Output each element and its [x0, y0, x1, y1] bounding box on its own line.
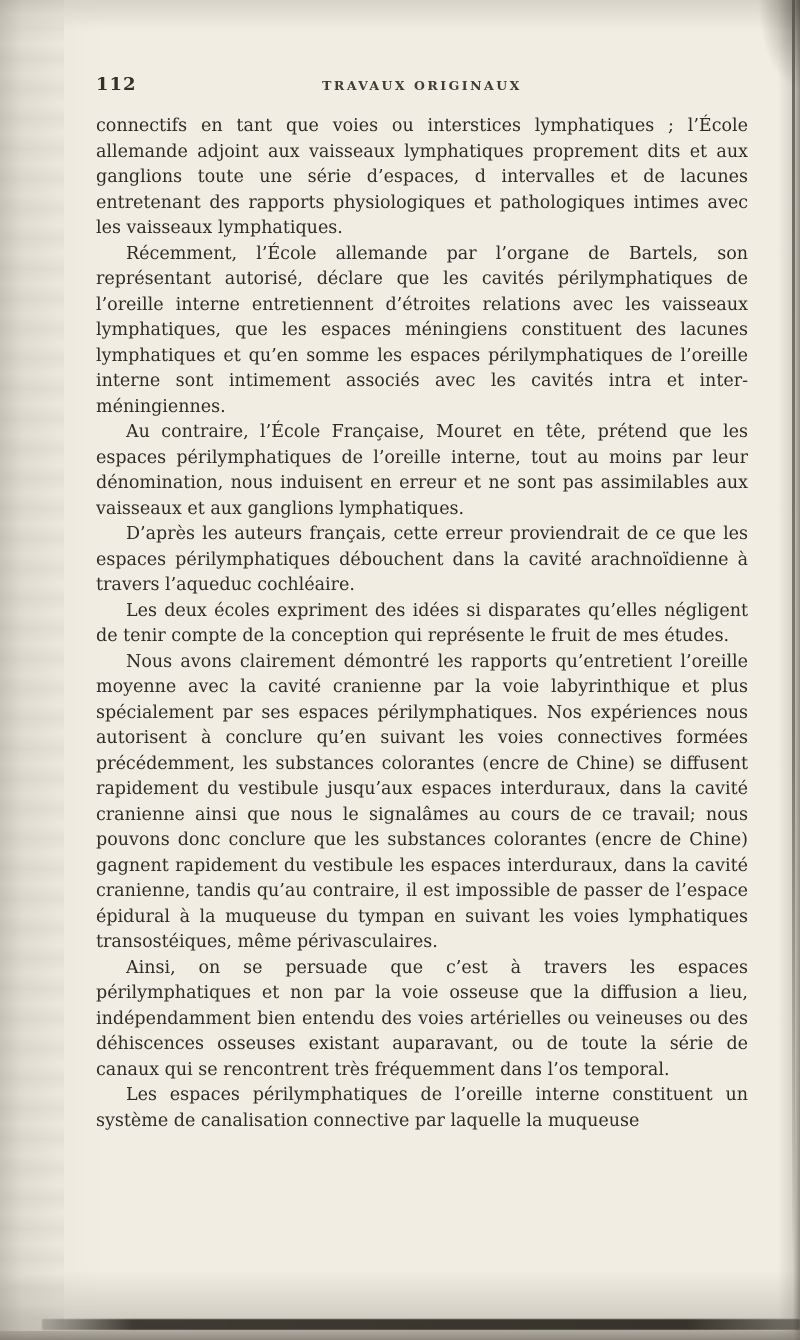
running-header: [96, 74, 748, 98]
paragraph: Au contraire, l’École Française, Mouret en tête, prétend que les espaces périlymphatiques de l’oreille interne, tout au moins par leur dénomination, nous induisent en erreur et ne sont pas assimilables aux vaisseaux et aux ganglions lymphatiques.: [96, 422, 748, 519]
page-number: 112: [96, 74, 137, 95]
text-block: [96, 74, 748, 1134]
running-title: TRAVAUX ORIGINAUX: [322, 78, 522, 93]
paragraph: Récemment, l’École allemande par l’organe de Bartels, son représentant autorisé, déclare que les cavités périlymphatiques de l’oreille interne entretiennent d’étroites relations avec les vaisseaux lymphatiques, que les espaces méningiens constituent des lacunes lymphatiques et qu’en somme les espaces périlymphatiques de l’oreille interne sont intimement associés avec les cavités intra et inter-méningiennes.: [96, 243, 748, 417]
paragraph: Les espaces périlymphatiques de l’oreille interne constituent un système de canalisation connective par laquelle la muqueuse: [96, 1085, 748, 1131]
scan-left-margin-texture: [0, 0, 64, 1340]
page-body: [96, 114, 748, 1134]
paragraph: D’après les auteurs français, cette erreur proviendrait de ce que les espaces périlymphatiques débouchent dans la cavité arachnoïdienne à travers l’aqueduc cochléaire.: [96, 524, 748, 595]
paragraph: Les deux écoles expriment des idées si disparates qu’elles négligent de tenir compte de la conception qui représente le fruit de mes études.: [96, 600, 748, 646]
scan-bottom-edge: [0, 1331, 800, 1340]
scan-right-edge-line: [792, 0, 795, 1265]
paragraph: Nous avons clairement démontré les rapports qu’entretient l’oreille moyenne avec la cavité cranienne par la voie labyrinthique et plus spécialement par ses espaces périlymphatiques. Nos expériences nous autorisent à conclure qu’en suivant les voies connectives formées précédemment, les substances colorantes (encre de Chine) se diffusent rapidement du vestibule jusqu’aux espaces interduraux, dans la cavité cranienne ainsi que nous le signalâmes au cours de ce travail; nous pouvons donc conclure que les substances colorantes (encre de Chine) gagnent rapidement du vestibule les espaces interduraux, dans la cavité cranienne, tandis qu’au contraire, il est impossible de passer de l’espace épidural à la muqueuse du tympan en suivant les voies lymphatiques transostéiques, même périvasculaires.: [96, 651, 748, 952]
paragraph: connectifs en tant que voies ou interstices lymphatiques ; l’École allemande adjoint aux vaisseaux lymphatiques proprement dits et aux ganglions toute une série d’espaces, d intervalles et de lacunes entretenant des rapports physiologiques et pathologiques intimes avec les vaisseaux lymphatiques.: [96, 116, 748, 238]
paragraph: Ainsi, on se persuade que c’est à travers les espaces périlymphatiques et non par la voie osseuse que la diffusion a lieu, indépendamment bien entendu des voies artérielles ou veineuses ou des déhiscences osseuses existant auparavant, ou de toute la série de canaux qui se rencontrent très fréquemment dans l’os temporal.: [96, 957, 748, 1080]
scan-bottom-dark-band: [42, 1319, 800, 1330]
